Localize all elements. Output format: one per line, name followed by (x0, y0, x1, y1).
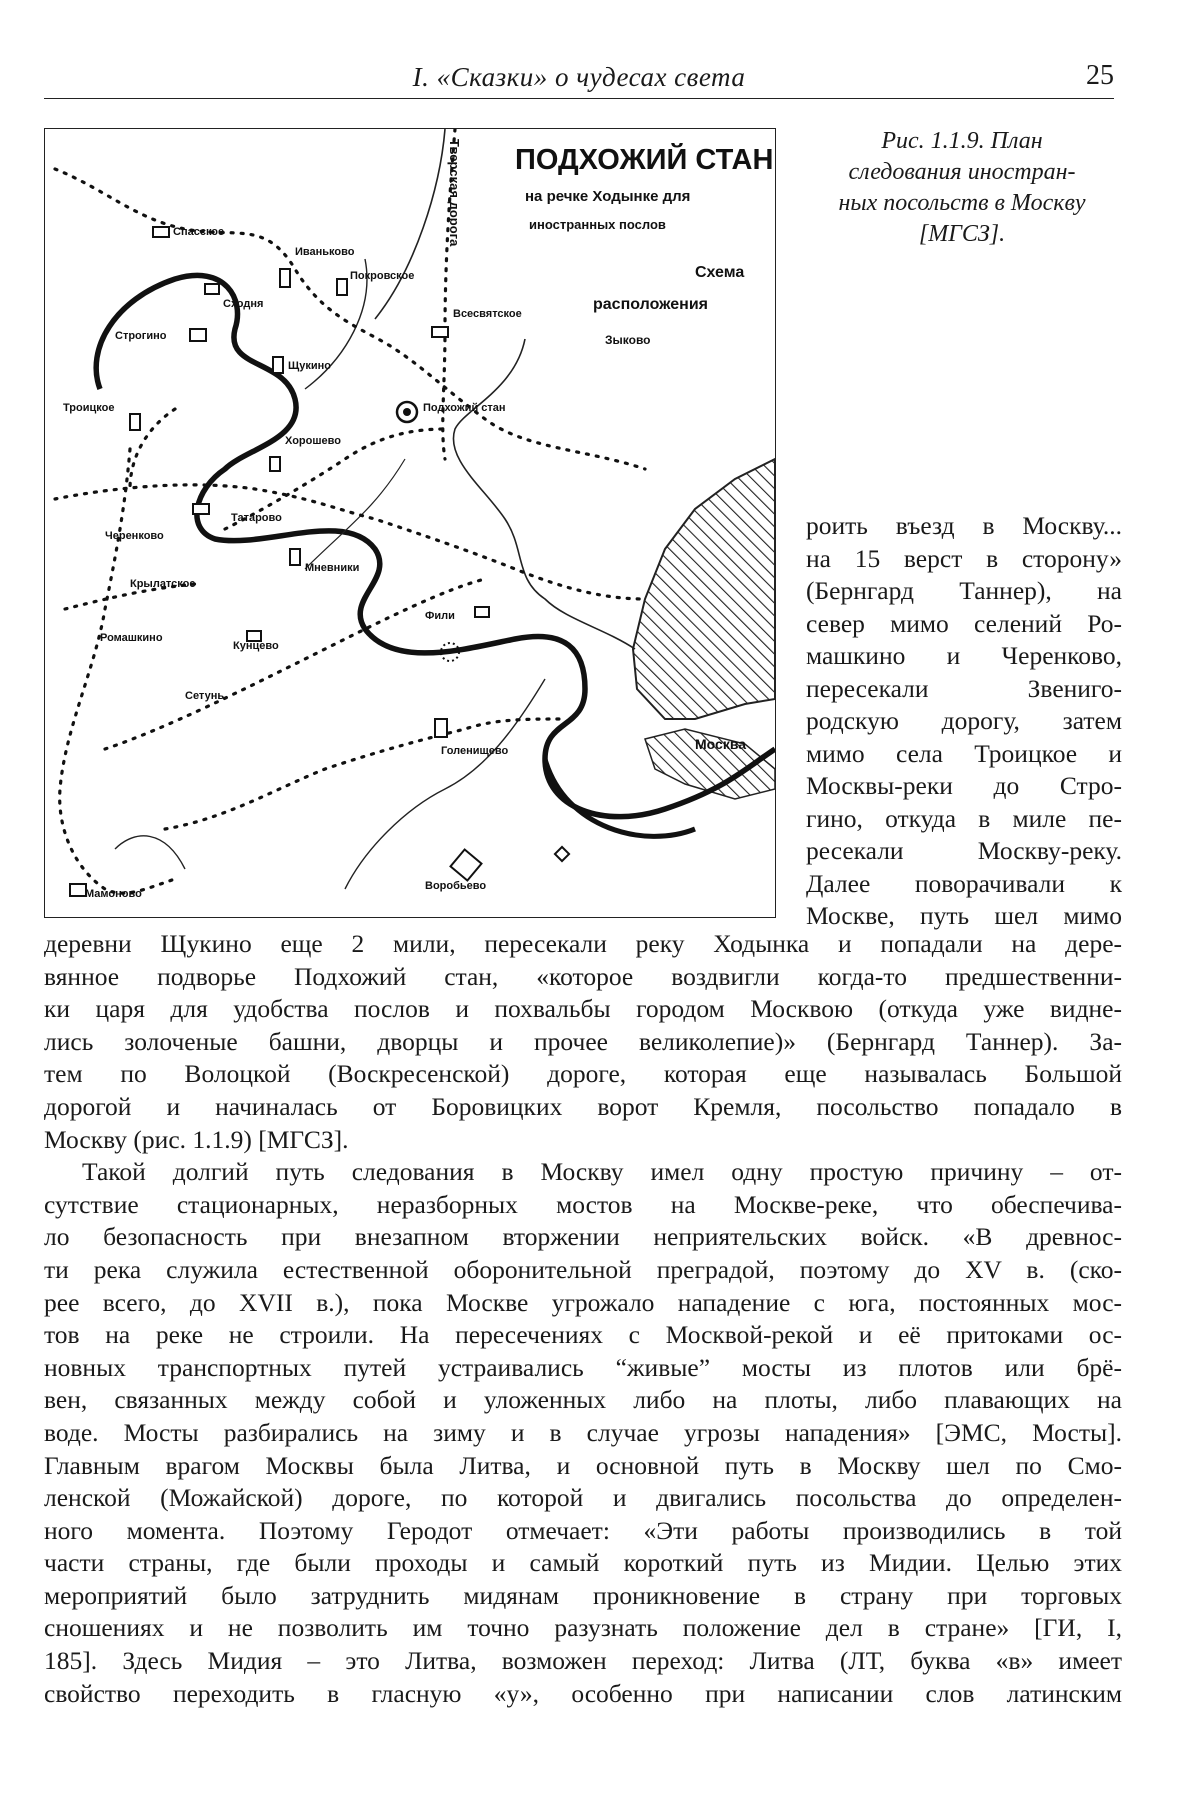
text-line: тем по Волоцкой (Воскресенской) дороге, которая еще называлась Большой (44, 1059, 1122, 1089)
label-ivankovo: Иваньково (295, 246, 355, 258)
text-line: воде. Мосты разбирались на зиму и в случае угрозы нападения» [ЭМС, Мосты]. (44, 1417, 1122, 1447)
label-vsesvyatskoe: Всесвятское (453, 308, 522, 320)
text-line: рее всего, до XVII в.), пока Москве угрожало нападение с юга, постоянных мос- (44, 1287, 1122, 1317)
label-shodnya: Сходня (223, 298, 264, 310)
text-line: Такой долгий путь следования в Москву имел одну простую причину – от- (82, 1157, 1122, 1187)
text-line: дорогой и начиналась от Боровицких ворот Кремля, посольство попадало в (44, 1091, 1122, 1121)
text-line: (Бернгард Таннер), на (806, 576, 1122, 605)
map-title-line3: иностранных послов (529, 217, 666, 232)
tributary-3 (345, 679, 545, 889)
text-line: 185]. Здесь Мидия – это Литва, возможен переход: Литва (ЛТ, буква «в» имеет (44, 1646, 1122, 1676)
map-title-line2: на речке Ходынке для (525, 188, 691, 205)
text-line: мероприятий было затруднить мидянам проникновение в страну при торговых (44, 1580, 1122, 1610)
map-title-line1: ПОДХОЖИЙ СТАН (515, 144, 774, 176)
podhozhiy-stan-inner (403, 408, 411, 416)
tributary-2 (375, 129, 445, 319)
label-tatarovo: Татарово (231, 512, 282, 524)
text-line: вянное подворье Подхожий стан, «которое воздвигли когда-то предшественни- (44, 961, 1122, 991)
embassy-route-dots (55, 129, 645, 893)
text-line: ти река служила естественной оборонительной преградой, поэтому до XV в. (ско- (44, 1254, 1122, 1284)
text-line: роить въезд в Москву... (806, 511, 1122, 540)
map-scheme-line2: расположения (593, 296, 708, 313)
text-line: машкино и Черенково, (806, 641, 1122, 670)
map-road-label: Тверская дорога (447, 139, 462, 247)
text-line: север мимо селений Ро- (806, 608, 1122, 638)
caption-line: следования иностран- (848, 159, 1076, 185)
text-line: родскую дорогу, затем (806, 706, 1122, 735)
text-line: сутствие стационарных, неразборных мостов на Москве-реке, что обеспечива- (44, 1189, 1122, 1219)
label-cherenkovo: Черенково (105, 530, 164, 542)
text-line: Главным врагом Москвы была Литва, и основной путь в Москву шел по Смо- (44, 1450, 1122, 1480)
label-kuntsevo: Кунцево (233, 640, 279, 652)
text-line: Далее поворачивали к (806, 868, 1122, 898)
text-line: ресекали Москву-реку. (806, 836, 1122, 865)
text-line: деревни Щукино еще 2 мили, пересекали реку Ходынка и попадали на дере- (44, 929, 1122, 958)
text-line: лись золоченые башни, дворцы и прочее великолепие)» (Бернгард Таннер). За- (44, 1026, 1122, 1056)
running-title: I. «Сказки» о чудесах света (412, 62, 746, 92)
label-krylatskoe: Крылатское (130, 578, 196, 590)
caption-line: Рис. 1.1.9. План (881, 128, 1043, 154)
text-line: ки царя для удобства послов и похвальбы городом Москвою (откуда уже видне- (44, 994, 1122, 1024)
label-spasskoe: Спасское (173, 226, 225, 238)
label-strogino: Строгино (115, 330, 167, 342)
text-line: вен, связанных между собой и уложенных либо на плоты, либо плавающих на (44, 1385, 1122, 1415)
figure-map (44, 128, 776, 918)
text-line: свойство переходить в гласную «у», особенно при написании слов латинским (44, 1678, 1122, 1708)
wrapped-paragraph (806, 510, 1122, 933)
text-line: Москве, путь шел мимо (806, 901, 1122, 930)
map-drawing (45, 129, 775, 917)
text-line: на 15 верст в сторону» (806, 543, 1122, 573)
running-head (44, 58, 1114, 99)
figure-caption (792, 126, 1132, 250)
text-line: новных транспортных путей устраивались “живые” мосты из плотов или брё- (44, 1352, 1122, 1382)
label-zykovo: Зыково (605, 333, 651, 347)
label-podhozhiy-stan: Подхожий стан (423, 402, 506, 414)
label-mamonovo: Мамоново (85, 888, 142, 900)
label-pokrovskoe: Покровское (350, 270, 415, 282)
body-paragraphs (44, 928, 1122, 1710)
label-vorobyovo: Воробьево (425, 880, 487, 892)
caption-line: [МГСЗ]. (918, 221, 1006, 247)
label-khoroshevo: Хорошево (285, 435, 341, 447)
label-troitskoe: Троицкое (63, 402, 115, 414)
label-fili: Фили (425, 610, 455, 622)
text-line: гино, откуда в миле пе- (806, 803, 1122, 833)
text-line: ного момента. Поэтому Геродот отмечает: «Эти работы производились в той (44, 1515, 1122, 1545)
label-shchukino: Щукино (288, 360, 331, 372)
label-romashkino: Ромашкино (100, 632, 163, 644)
label-setun: Сетунь (185, 690, 225, 702)
text-line: мимо села Троицкое и (806, 738, 1122, 768)
text-line: части страны, где были проходы и самый короткий путь из Мидии. Целью этих (44, 1548, 1122, 1578)
text-line: Москвы-реки до Стро- (806, 771, 1122, 800)
page-number: 25 (1086, 60, 1114, 91)
caption-line: ных посольств в Москву (838, 190, 1086, 216)
tributary-4 (115, 836, 185, 869)
label-moskva: Москва (695, 736, 747, 752)
text-line: сношениях и не позволить им точно разузнать положение дел в стране» [ГИ, I, (44, 1613, 1122, 1643)
moscow-city-area (633, 459, 775, 719)
text-line: тов на реке не строили. На пересечениях с Москвой-рекой и её притоками ос- (44, 1320, 1122, 1350)
label-golenishchevo: Голенищево (441, 745, 509, 757)
text-line: Москву (рис. 1.1.9) [МГСЗ]. (44, 1124, 349, 1154)
text-line: пересекали Звениго- (806, 673, 1122, 703)
map-scheme-line1: Схема (695, 264, 745, 281)
text-line: ленской (Можайской) дороге, по которой и двигались посольства до определен- (44, 1483, 1122, 1513)
text-line: ло безопасность при внезапном вторжении неприятельских войск. «В древнос- (44, 1222, 1122, 1252)
label-mnevniki: Мневники (305, 562, 360, 574)
khodynka-stream (453, 339, 635, 649)
